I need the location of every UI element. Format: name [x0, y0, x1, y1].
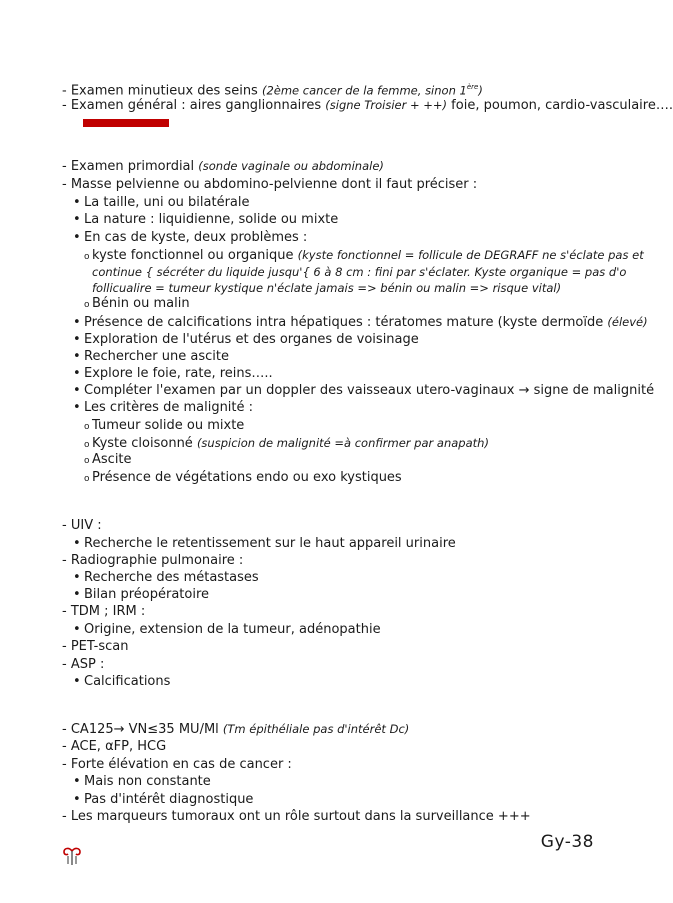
text-line: - Les marqueurs tumoraux ont un rôle surtout dans la surveillance +++ [62, 809, 531, 824]
bullet-item: • Exploration de l'utérus et des organes de voisinage [73, 332, 419, 347]
note-line: continue { sécréter du liquide jusqu'{ 6 à 8 cm : fini par s'éclater. Kyste organique = pas d'o [92, 265, 627, 279]
sub-bullet-item: o Kyste cloisonné (suspicion de malignité =à confirmer par anapath) [84, 436, 489, 451]
bullet-item: • Mais non constante [73, 774, 211, 789]
text-line: - ASP : [62, 657, 105, 672]
text-line: - PET-scan [62, 639, 129, 654]
text-line: - Examen minutieux des seins (2ème cancer de la femme, sinon 1ère) [62, 83, 483, 99]
sub-bullet-item: o Ascite [84, 452, 132, 467]
note-line: follicualire = tumeur kystique n'éclate jamais => bénin ou malin => risque vital) [92, 281, 562, 295]
bullet-item: • La nature : liquidienne, solide ou mixte [73, 212, 339, 227]
bullet-item: • En cas de kyste, deux problèmes : [73, 230, 308, 245]
text-line: - Examen primordial (sonde vaginale ou abdominale) [62, 159, 384, 174]
text-line: - Forte élévation en cas de cancer : [62, 757, 292, 772]
bullet-item: • Pas d'intérêt diagnostique [73, 792, 254, 807]
sub-bullet-item: o kyste fonctionnel ou organique (kyste fonctionnel = follicule de DEGRAFF ne s'éclate pas et [84, 248, 644, 263]
text-line: - TDM ; IRM : [62, 604, 146, 619]
text-line: - Radiographie pulmonaire : [62, 553, 244, 568]
text-line: - UIV : [62, 518, 102, 533]
bullet-item: • La taille, uni ou bilatérale [73, 195, 250, 210]
text-line: - Masse pelvienne ou abdomino-pelvienne dont il faut préciser : [62, 177, 478, 192]
bullet-item: • Explore le foie, rate, reins….. [73, 366, 273, 381]
bullet-item: • Origine, extension de la tumeur, adénopathie [73, 622, 381, 637]
sub-bullet-item: o Présence de végétations endo ou exo kystiques [84, 470, 402, 485]
bullet-item: • Recherche le retentissement sur le haut appareil urinaire [73, 536, 456, 551]
bullet-item: • Calcifications [73, 674, 171, 689]
text-line: - CA125→ VN≤35 MU/Ml (Tm épithéliale pas d'intérêt Dc) [62, 722, 410, 737]
bullet-item: • Bilan préopératoire [73, 587, 210, 602]
red-highlight-bar [83, 119, 169, 127]
ovary-logo-icon [62, 846, 82, 868]
bullet-item: • Les critères de malignité : [73, 400, 254, 415]
bullet-item: • Recherche des métastases [73, 570, 259, 585]
sub-bullet-item: o Tumeur solide ou mixte [84, 418, 245, 433]
text-line: - ACE, αFP, HCG [62, 739, 167, 754]
sub-bullet-item: o Bénin ou malin [84, 296, 190, 311]
text-line: - Examen général : aires ganglionnaires (signe Troisier + ++) foie, poumon, cardio-vasculaire…. [62, 98, 673, 113]
bullet-item: • Rechercher une ascite [73, 349, 229, 364]
page-number: Gy-38 [540, 832, 594, 852]
bullet-item: • Présence de calcifications intra hépatiques : tératomes mature (kyste dermoïde (élevé) [73, 315, 648, 330]
bullet-item: • Compléter l'examen par un doppler des vaisseaux utero-vaginaux → signe de malignité [73, 383, 655, 398]
